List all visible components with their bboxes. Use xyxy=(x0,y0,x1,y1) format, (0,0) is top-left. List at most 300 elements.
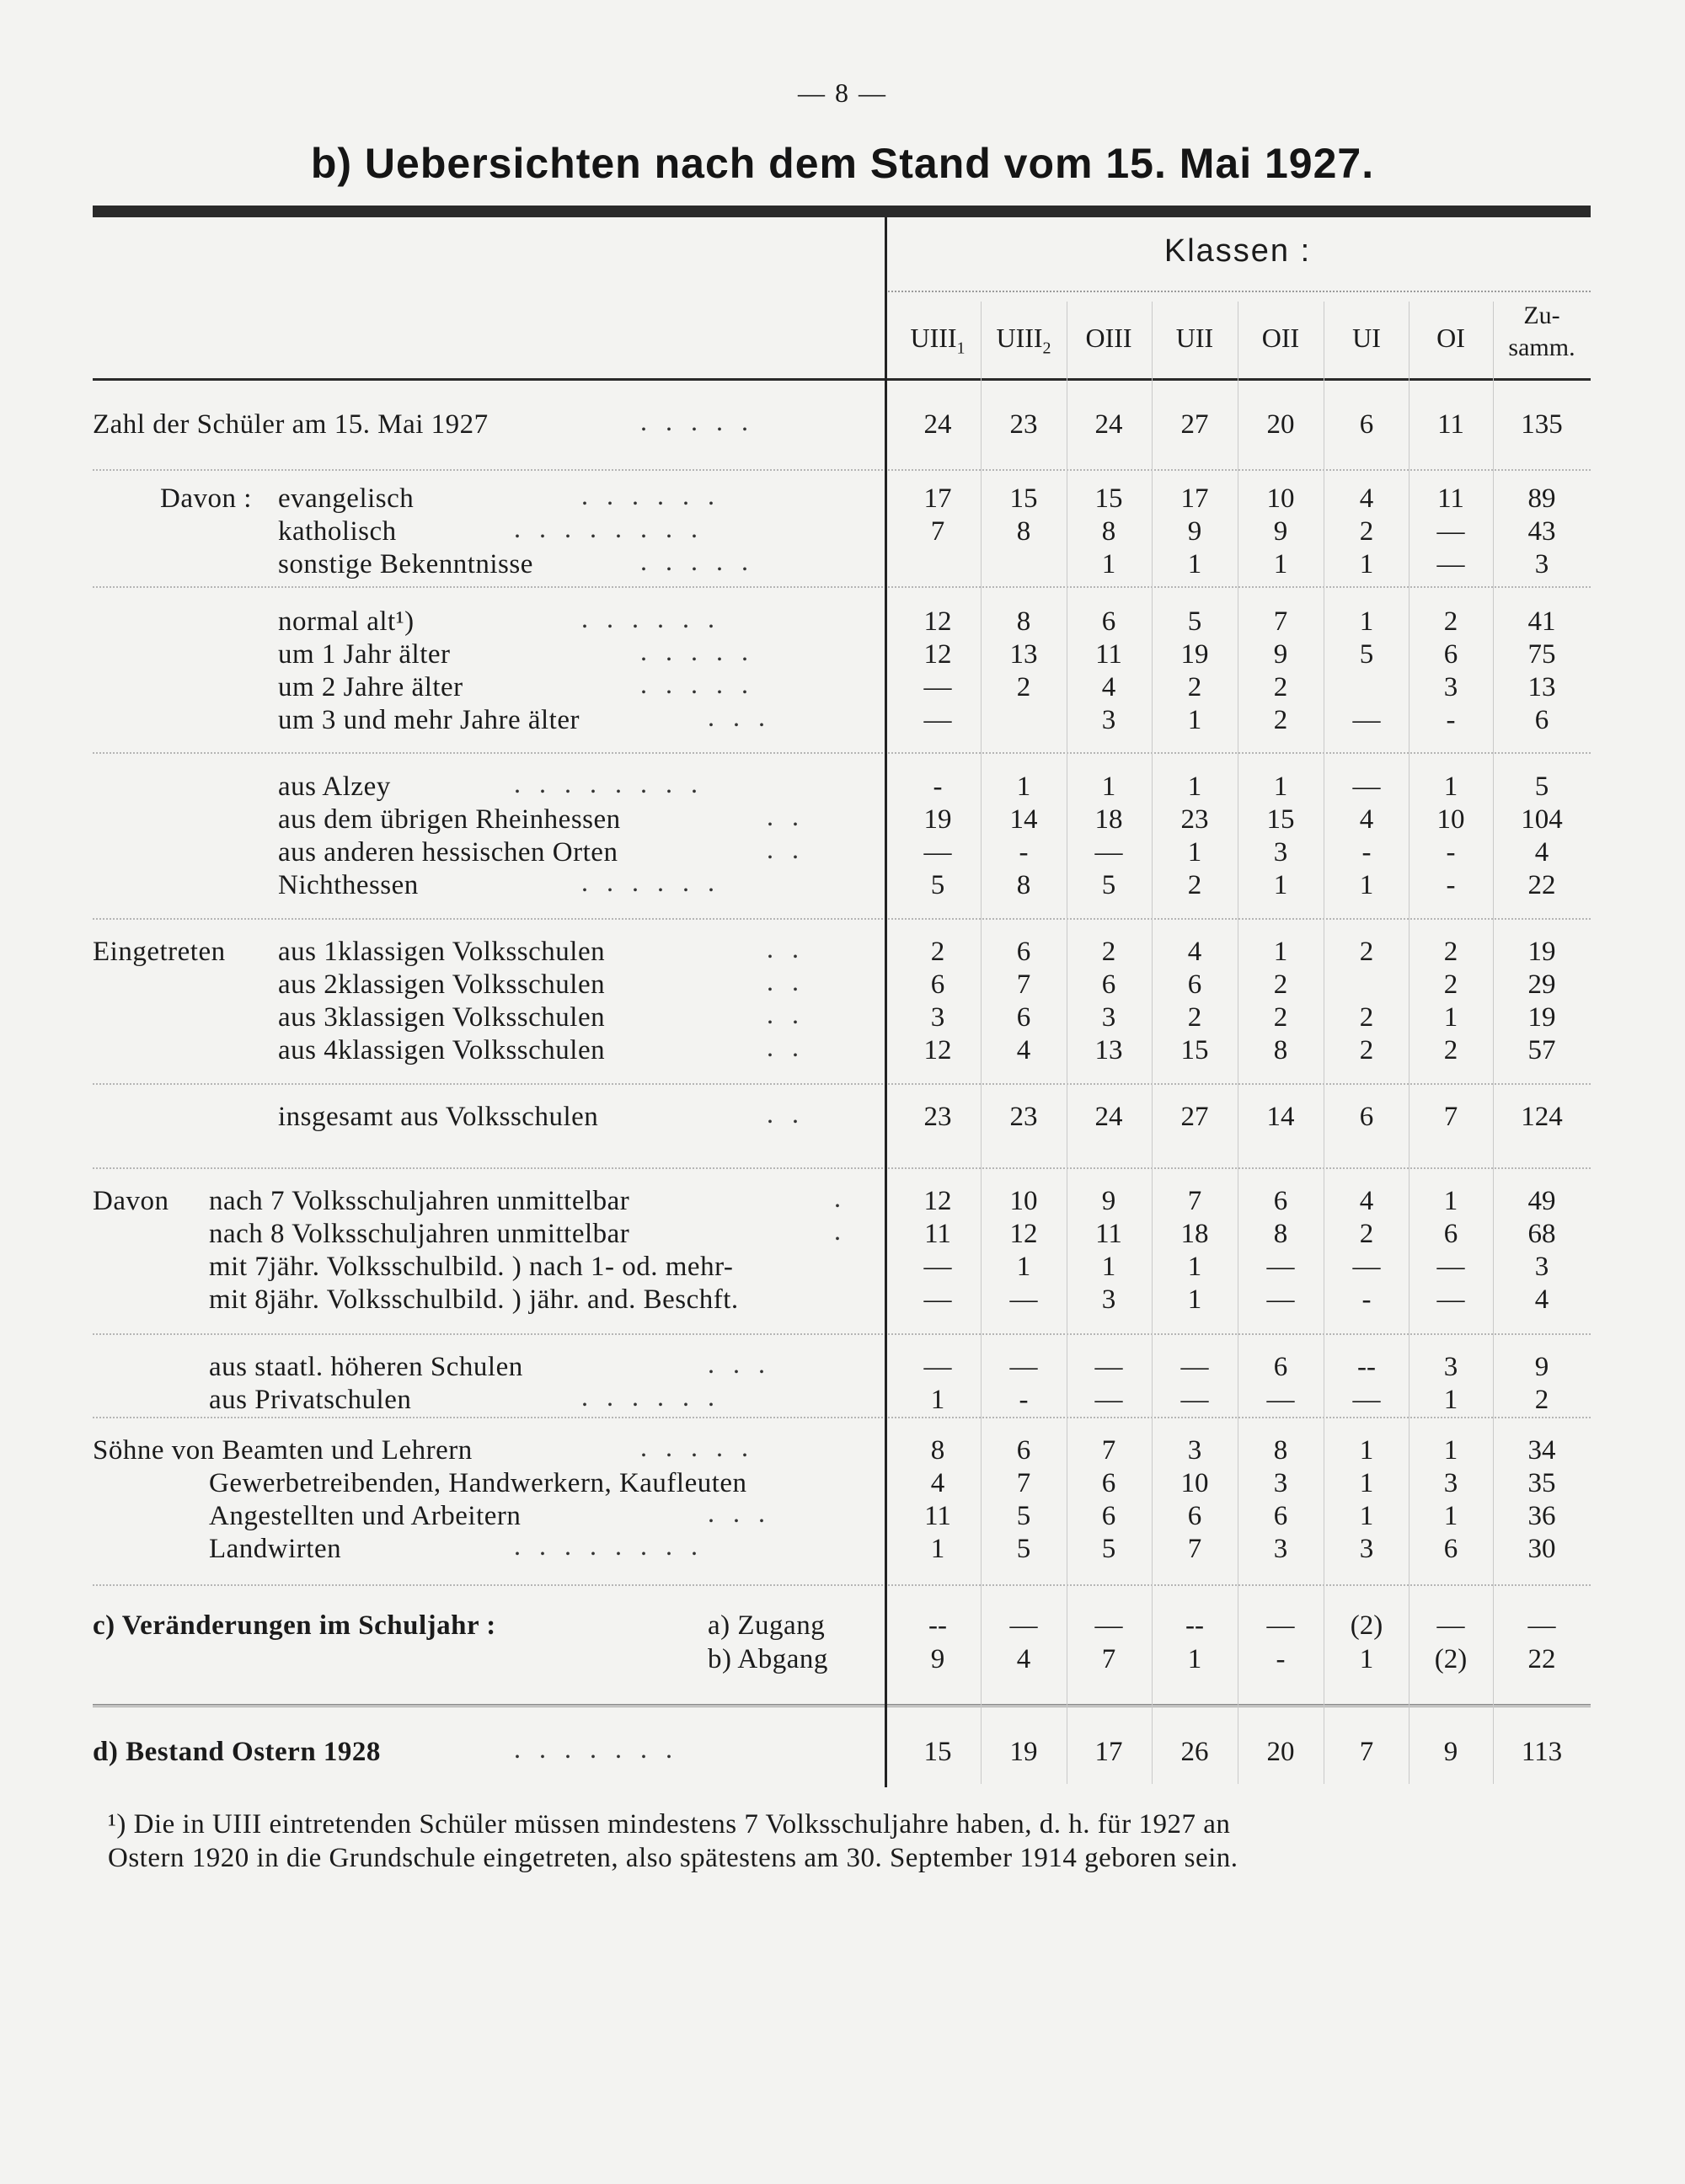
table-cell: 5 xyxy=(1101,1534,1116,1564)
table-cell: — xyxy=(923,672,952,702)
table-cell: 20 xyxy=(1266,1737,1295,1767)
table-cell: 4 xyxy=(1359,483,1374,514)
table-cell: 3 xyxy=(1443,672,1458,702)
row-label: normal alt¹) xyxy=(278,606,415,637)
table-cell: 6 xyxy=(1187,969,1202,1000)
leader-dots: ........ xyxy=(514,513,716,543)
table-cell: 43 xyxy=(1527,516,1556,547)
row-label: aus anderen hessischen Orten xyxy=(278,837,618,868)
table-cell: 1 xyxy=(1187,549,1202,579)
table-cell: 35 xyxy=(1527,1468,1556,1498)
table-cell: 1 xyxy=(1359,1501,1374,1531)
table-cell: 2 xyxy=(1187,870,1202,900)
table-cell: -- xyxy=(928,1610,947,1641)
leader-dots: . xyxy=(834,1183,859,1213)
table-cell: 23 xyxy=(1180,804,1209,835)
table-cell: — xyxy=(923,705,952,735)
table-cell: — xyxy=(1009,1610,1038,1641)
table-cell: 6 xyxy=(1359,1102,1374,1132)
row-label: nach 8 Volksschuljahren unmittelbar xyxy=(209,1219,630,1249)
table-cell: 104 xyxy=(1521,804,1563,835)
table-cell: 89 xyxy=(1527,483,1556,514)
table-cell: (2) xyxy=(1350,1610,1383,1641)
table-cell: 6 xyxy=(1443,1534,1458,1564)
table-cell: 3 xyxy=(1534,549,1549,579)
leader-dots: ...... xyxy=(581,1381,733,1412)
table-cell: — xyxy=(1180,1352,1209,1382)
table-cell: 22 xyxy=(1527,870,1556,900)
table-cell: 8 xyxy=(1273,1435,1288,1466)
table-cell: 49 xyxy=(1527,1186,1556,1216)
leader-dots: .. xyxy=(767,966,817,996)
table-cell: 2 xyxy=(1273,705,1288,735)
page-title: b) Uebersichten nach dem Stand vom 15. Mai 1927. xyxy=(310,140,1375,187)
table-cell: 6 xyxy=(1101,1501,1116,1531)
table-cell: 3 xyxy=(1443,1468,1458,1498)
table-cell: 14 xyxy=(1009,804,1038,835)
table-cell: 4 xyxy=(1016,1644,1031,1674)
table-cell: 6 xyxy=(1359,409,1374,440)
table-cell: 6 xyxy=(930,969,945,1000)
leader-dots: ........ xyxy=(514,768,716,798)
table-cell: 2 xyxy=(1443,606,1458,637)
table-cell: 7 xyxy=(1101,1644,1116,1674)
table-cell: — xyxy=(1266,1610,1295,1641)
table-cell: 2 xyxy=(930,937,945,967)
table-cell: 8 xyxy=(930,1435,945,1466)
table-cell: — xyxy=(1009,1284,1038,1315)
table-cell: 7 xyxy=(1101,1435,1116,1466)
table-cell: 2 xyxy=(1359,937,1374,967)
table-cell: — xyxy=(1094,1352,1123,1382)
table-row-divider xyxy=(93,1167,1591,1169)
table-cell: 6 xyxy=(1534,705,1549,735)
table-cell: 4 xyxy=(1101,672,1116,702)
table-cell: — xyxy=(1266,1252,1295,1282)
table-cell: 18 xyxy=(1180,1219,1209,1249)
table-cell: 6 xyxy=(1101,1468,1116,1498)
row-label: sonstige Bekenntnisse xyxy=(278,549,533,579)
table-cell: 4 xyxy=(1359,804,1374,835)
table-row-divider xyxy=(93,1704,1591,1706)
table-cell: 1 xyxy=(1187,1284,1202,1315)
table-row-divider xyxy=(93,469,1591,471)
table-cell: 24 xyxy=(1094,1102,1123,1132)
table-cell: 34 xyxy=(1527,1435,1556,1466)
table-cell: 1 xyxy=(1101,549,1116,579)
table-cell: 135 xyxy=(1521,409,1563,440)
table-cell: 23 xyxy=(923,1102,952,1132)
table-cell: 13 xyxy=(1009,639,1038,670)
table-cell: 41 xyxy=(1527,606,1556,637)
table-cell: 29 xyxy=(1527,969,1556,1000)
column-divider xyxy=(1493,302,1494,1784)
row-label: aus 3klassigen Volksschulen xyxy=(278,1002,606,1033)
column-header: $UIII_1$ xyxy=(910,323,966,358)
table-cell: 8 xyxy=(1273,1035,1288,1065)
table-cell: 1 xyxy=(1187,837,1202,868)
table-cell: 2 xyxy=(1359,1035,1374,1065)
row-label: Gewerbetreibenden, Handwerkern, Kaufleuten xyxy=(209,1468,747,1498)
table-cell: 19 xyxy=(1527,1002,1556,1033)
table-cell: 2 xyxy=(1273,672,1288,702)
column-header: OI xyxy=(1436,323,1465,353)
table-cell: 9 xyxy=(1187,516,1202,547)
table-cell: 5 xyxy=(1016,1501,1031,1531)
table-cell: 27 xyxy=(1180,1102,1209,1132)
table-cell: 1 xyxy=(1187,1252,1202,1282)
table-cell: 68 xyxy=(1527,1219,1556,1249)
leader-dots: ..... xyxy=(640,546,767,576)
table-cell: 6 xyxy=(1443,1219,1458,1249)
table-cell: — xyxy=(1352,705,1381,735)
leader-dots: .. xyxy=(767,999,817,1029)
table-cell: 17 xyxy=(1180,483,1209,514)
leader-dots: ... xyxy=(708,1348,784,1379)
table-cell: 4 xyxy=(1359,1186,1374,1216)
row-label: aus dem übrigen Rheinhessen xyxy=(278,804,621,835)
leader-dots: ..... xyxy=(640,406,767,436)
table-cell: 24 xyxy=(923,409,952,440)
table-cell: 10 xyxy=(1266,483,1295,514)
leader-dots: .. xyxy=(767,933,817,964)
leader-dots: ...... xyxy=(581,867,733,897)
table-cell: 19 xyxy=(1009,1737,1038,1767)
table-cell: 2 xyxy=(1443,937,1458,967)
table-cell: 8 xyxy=(1273,1219,1288,1249)
table-cell: 5 xyxy=(1101,870,1116,900)
table-cell: 3 xyxy=(1273,1534,1288,1564)
table-cell: 6 xyxy=(1101,606,1116,637)
table-cell: 15 xyxy=(923,1737,952,1767)
table-cell: 2 xyxy=(1443,1035,1458,1065)
table-cell: 7 xyxy=(1273,606,1288,637)
table-cell: 6 xyxy=(1273,1501,1288,1531)
table-cell: — xyxy=(923,1284,952,1315)
table-cell: 9 xyxy=(1273,639,1288,670)
table-cell: 1 xyxy=(1016,772,1031,802)
row-label: katholisch xyxy=(278,516,397,547)
leader-dots: .. xyxy=(767,1098,817,1129)
table-cell: 2 xyxy=(1016,672,1031,702)
table-cell: 13 xyxy=(1527,672,1556,702)
table-cell: - xyxy=(1361,837,1372,868)
table-cell: 15 xyxy=(1094,483,1123,514)
table-cell: 6 xyxy=(1443,639,1458,670)
table-cell: 19 xyxy=(1527,937,1556,967)
table-cell: 1 xyxy=(1359,1435,1374,1466)
table-cell: 1 xyxy=(930,1534,945,1564)
table-cell: 5 xyxy=(1534,772,1549,802)
table-cell: 9 xyxy=(1534,1352,1549,1382)
table-cell: 7 xyxy=(1187,1534,1202,1564)
leader-dots: ....... xyxy=(514,1733,691,1764)
table-cell: 15 xyxy=(1009,483,1038,514)
row-label: a) Zugang xyxy=(708,1610,826,1641)
table-cell: - xyxy=(1446,705,1456,735)
table-cell: 7 xyxy=(1443,1102,1458,1132)
table-cell: 3 xyxy=(1273,837,1288,868)
row-label: aus staatl. höheren Schulen xyxy=(209,1352,523,1382)
table-cell: 11 xyxy=(1437,483,1464,514)
leader-dots: ........ xyxy=(514,1530,716,1561)
table-cell: — xyxy=(1527,1610,1556,1641)
table-cell: 22 xyxy=(1527,1644,1556,1674)
table-cell: 26 xyxy=(1180,1737,1209,1767)
column-header xyxy=(1500,300,1584,364)
table-cell: 11 xyxy=(1437,409,1464,440)
table-cell: 5 xyxy=(930,870,945,900)
table-cell: 3 xyxy=(1443,1352,1458,1382)
table-cell: 27 xyxy=(1180,409,1209,440)
table-cell: 12 xyxy=(923,639,952,670)
column-header: UII xyxy=(1175,323,1214,353)
table-cell: 10 xyxy=(1180,1468,1209,1498)
table-cell: 4 xyxy=(1187,937,1202,967)
heading-rule xyxy=(93,206,1591,217)
table-cell: 17 xyxy=(1094,1737,1123,1767)
row-label: aus 2klassigen Volksschulen xyxy=(278,969,606,1000)
leader-dots: ...... xyxy=(581,603,733,633)
table-row-divider xyxy=(93,1706,1591,1707)
table-cell: 30 xyxy=(1527,1534,1556,1564)
row-label: aus Alzey xyxy=(278,772,391,802)
table-cell: 6 xyxy=(1101,969,1116,1000)
table-cell: — xyxy=(1094,1385,1123,1415)
table-cell: — xyxy=(1180,1385,1209,1415)
table-cell: — xyxy=(1436,1252,1465,1282)
table-cell: 5 xyxy=(1187,606,1202,637)
table-cell: 20 xyxy=(1266,409,1295,440)
footnote-line-1: ¹) Die in UIII eintretenden Schüler müssen mindestens 7 Volksschuljahre haben, d. h. für 1927 an xyxy=(108,1809,1231,1840)
table-cell: 19 xyxy=(1180,639,1209,670)
row-label: aus 4klassigen Volksschulen xyxy=(278,1035,606,1065)
table-cell: 8 xyxy=(1016,516,1031,547)
table-cell: 1 xyxy=(1273,772,1288,802)
table-row-divider xyxy=(93,1083,1591,1085)
table-cell: 9 xyxy=(1443,1737,1458,1767)
table-cell: 9 xyxy=(1101,1186,1116,1216)
row-label: um 1 Jahr älter xyxy=(278,639,451,670)
table-cell: 2 xyxy=(1443,969,1458,1000)
table-cell: — xyxy=(923,1352,952,1382)
column-header: UI xyxy=(1352,323,1381,353)
table-cell: 6 xyxy=(1273,1186,1288,1216)
table-cell: 15 xyxy=(1266,804,1295,835)
table-cell: 3 xyxy=(1101,705,1116,735)
leader-dots: ... xyxy=(708,702,784,732)
column-header-index: 1 xyxy=(956,339,966,358)
table-cell: 1 xyxy=(1101,772,1116,802)
table-main-divider xyxy=(885,1718,887,1787)
row-label: um 2 Jahre älter xyxy=(278,672,463,702)
table-cell: 8 xyxy=(1101,516,1116,547)
table-cell: 2 xyxy=(1359,1219,1374,1249)
table-cell: 1 xyxy=(1187,772,1202,802)
table-cell: — xyxy=(1436,516,1465,547)
row-label: Eingetreten xyxy=(93,937,226,967)
table-cell: — xyxy=(923,837,952,868)
table-cell: 1 xyxy=(1016,1252,1031,1282)
table-row-divider xyxy=(93,1417,1591,1418)
table-cell: 5 xyxy=(1359,639,1374,670)
table-cell: 8 xyxy=(1016,870,1031,900)
table-cell: 12 xyxy=(923,1186,952,1216)
column-header: $UIII_2$ xyxy=(996,323,1051,358)
row-label: Davon xyxy=(93,1186,169,1216)
table-cell: 6 xyxy=(1016,937,1031,967)
table-cell: 17 xyxy=(923,483,952,514)
leader-dots: .. xyxy=(767,801,817,831)
row-label: Angestellten und Arbeitern xyxy=(209,1501,522,1531)
table-cell: 6 xyxy=(1187,1501,1202,1531)
table-cell: -- xyxy=(1357,1352,1376,1382)
table-cell: 1 xyxy=(930,1385,945,1415)
table-row-divider xyxy=(93,1584,1591,1586)
row-label: d) Bestand Ostern 1928 xyxy=(93,1737,381,1767)
table-cell: 12 xyxy=(923,606,952,637)
table-cell: 1 xyxy=(1273,870,1288,900)
table-cell: -- xyxy=(1185,1610,1204,1641)
column-header: OIII xyxy=(1085,323,1132,353)
table-cell: 1 xyxy=(1273,937,1288,967)
table-cell: — xyxy=(1436,1284,1465,1315)
column-header-index: 2 xyxy=(1042,339,1051,358)
table-cell: 10 xyxy=(1436,804,1465,835)
table-cell: 1 xyxy=(1359,1468,1374,1498)
table-cell: — xyxy=(1094,837,1123,868)
table-cell: 12 xyxy=(923,1035,952,1065)
table-cell: 6 xyxy=(1016,1435,1031,1466)
table-cell: — xyxy=(1352,1252,1381,1282)
row-label: b) Abgang xyxy=(708,1644,828,1674)
table-cell: 5 xyxy=(1016,1534,1031,1564)
table-cell: 2 xyxy=(1187,1002,1202,1033)
table-cell: - xyxy=(1361,1284,1372,1315)
table-cell: 3 xyxy=(1534,1252,1549,1282)
table-row-divider xyxy=(93,586,1591,588)
klassen-rule xyxy=(885,291,1591,292)
table-cell: 11 xyxy=(1095,1219,1122,1249)
table-cell: 11 xyxy=(924,1501,951,1531)
table-cell: — xyxy=(1352,1385,1381,1415)
table-cell: 1 xyxy=(1443,772,1458,802)
table-cell: - xyxy=(1276,1644,1286,1674)
table-cell: — xyxy=(1266,1385,1295,1415)
table-cell: - xyxy=(933,772,943,802)
table-cell: 19 xyxy=(923,804,952,835)
table-cell: 7 xyxy=(1016,969,1031,1000)
table-cell: 1 xyxy=(1443,1186,1458,1216)
table-cell: 3 xyxy=(1101,1002,1116,1033)
table-cell: 13 xyxy=(1094,1035,1123,1065)
table-cell: 124 xyxy=(1521,1102,1563,1132)
table-row-divider xyxy=(93,918,1591,920)
table-cell: 11 xyxy=(924,1219,951,1249)
row-label: aus 1klassigen Volksschulen xyxy=(278,937,606,967)
leader-dots: ... xyxy=(708,1498,784,1528)
table-cell: 9 xyxy=(930,1644,945,1674)
table-cell: 2 xyxy=(1273,1002,1288,1033)
table-cell: 1 xyxy=(1443,1435,1458,1466)
table-cell: 113 xyxy=(1521,1737,1563,1767)
table-cell: 4 xyxy=(930,1468,945,1498)
row-label: um 3 und mehr Jahre älter xyxy=(278,705,580,735)
table-cell: 1 xyxy=(1359,606,1374,637)
table-cell: 9 xyxy=(1273,516,1288,547)
table-cell: 4 xyxy=(1534,837,1549,868)
table-cell: 6 xyxy=(1016,1002,1031,1033)
table-main-divider xyxy=(885,217,887,1784)
table-cell: 7 xyxy=(930,516,945,547)
table-cell: 2 xyxy=(1273,969,1288,1000)
table-cell: 12 xyxy=(1009,1219,1038,1249)
table-cell: 1 xyxy=(1359,1644,1374,1674)
table-cell: 2 xyxy=(1359,516,1374,547)
leader-dots: ..... xyxy=(640,636,767,666)
table-cell: 15 xyxy=(1180,1035,1209,1065)
row-label: evangelisch xyxy=(278,483,415,514)
column-header-line: samm. xyxy=(1508,334,1575,361)
table-cell: — xyxy=(1094,1610,1123,1641)
leader-dots: ...... xyxy=(581,480,733,510)
table-cell: 2 xyxy=(1187,672,1202,702)
table-cell: 3 xyxy=(930,1002,945,1033)
leader-dots: .. xyxy=(767,1032,817,1062)
row-label: c) Veränderungen im Schuljahr : xyxy=(93,1610,496,1641)
table-cell: 7 xyxy=(1359,1737,1374,1767)
table-cell: 2 xyxy=(1101,937,1116,967)
table-cell: 57 xyxy=(1527,1035,1556,1065)
table-cell: 1 xyxy=(1273,549,1288,579)
klassen-header: Klassen : xyxy=(1163,233,1312,269)
table-cell: 24 xyxy=(1094,409,1123,440)
table-cell: 75 xyxy=(1527,639,1556,670)
leader-dots: ..... xyxy=(640,669,767,699)
table-cell: 11 xyxy=(1095,639,1122,670)
footnote-line-2: Ostern 1920 in die Grundschule eingetreten, also spätestens am 30. September 1914 geboren sein. xyxy=(108,1843,1238,1873)
row-label: Nichthessen xyxy=(278,870,419,900)
table-cell: 3 xyxy=(1273,1468,1288,1498)
table-cell: 6 xyxy=(1273,1352,1288,1382)
row-label: Söhne von Beamten und Lehrern xyxy=(93,1435,473,1466)
table-cell: — xyxy=(1009,1352,1038,1382)
table-cell: — xyxy=(923,1252,952,1282)
table-cell: 1 xyxy=(1187,1644,1202,1674)
row-label: mit 8jähr. Volksschulbild. ) jähr. and. Beschft. xyxy=(209,1284,739,1315)
table-cell: 23 xyxy=(1009,409,1038,440)
table-cell: 4 xyxy=(1016,1035,1031,1065)
table-cell: — xyxy=(1436,1610,1465,1641)
table-row-divider xyxy=(93,1333,1591,1335)
table-cell: 10 xyxy=(1009,1186,1038,1216)
table-cell: 1 xyxy=(1187,705,1202,735)
leader-dots: ..... xyxy=(640,1432,767,1462)
row-label: nach 7 Volksschuljahren unmittelbar xyxy=(209,1186,630,1216)
table-cell: — xyxy=(1352,772,1381,802)
table-cell: 4 xyxy=(1534,1284,1549,1315)
table-cell: (2) xyxy=(1434,1644,1468,1674)
table-cell: - xyxy=(1446,870,1456,900)
table-cell: — xyxy=(1436,549,1465,579)
table-row-divider xyxy=(93,752,1591,754)
table-cell: 1 xyxy=(1101,1252,1116,1282)
table-cell: 1 xyxy=(1443,1002,1458,1033)
table-cell: 23 xyxy=(1009,1102,1038,1132)
table-cell: 3 xyxy=(1101,1284,1116,1315)
table-cell: 7 xyxy=(1187,1186,1202,1216)
table-cell: 1 xyxy=(1359,870,1374,900)
